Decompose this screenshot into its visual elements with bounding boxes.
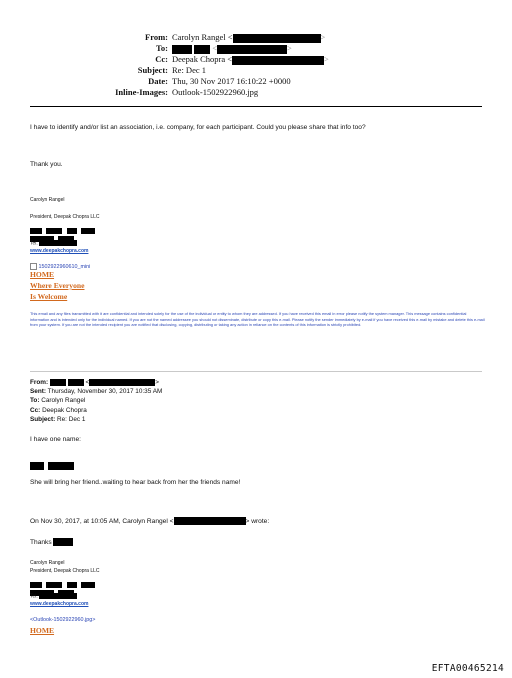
signature-name: Carolyn Rangel (30, 197, 65, 203)
disclaimer: This email and any files transmitted with it are confidential and intended solely for the use of the individual or entity to whom they are addressed. If you have received this email in error please notify the system manager. This message contains confidential information and is intended only for the individual named. If you are not the named addressee you should not disseminate, distribute or copy this e-mail. Please notify the sender immediately by e-mail if you have received this e-mail by mistake and delete this e-mail from your system. If you are not the intended recipient you are notified that disclosing, copying, distributing or taking any action in reliance on the contents of this information is strictly prohibited. (30, 311, 485, 328)
tel-line: Tel: (30, 240, 77, 246)
header-divider (30, 106, 482, 107)
from-label: From: (145, 32, 168, 42)
bates-number: EFTA00465214 (431, 663, 504, 674)
redaction (172, 45, 192, 54)
forwarded-cc: Cc: Deepak Chopra (30, 406, 87, 414)
signature-title: President, Deepak Chopra LLC (30, 214, 100, 220)
forwarded-subject: Subject: Re: Dec 1 (30, 415, 86, 423)
redaction (48, 462, 74, 470)
redaction (217, 45, 287, 54)
email-header (0, 30, 512, 102)
image-reference: <Outlook-1502922960.jpg> (30, 617, 96, 623)
date-label: Date: (148, 76, 168, 86)
signature-title: President, Deepak Chopra LLC (30, 568, 100, 574)
redaction (174, 517, 246, 525)
cc-label: Cc: (155, 54, 168, 64)
image-icon (30, 263, 37, 270)
from-value: Carolyn Rangel < > (172, 32, 326, 42)
website-link[interactable]: www.deepakchopra.com (30, 601, 89, 607)
redaction (68, 379, 84, 386)
date-value: Thu, 30 Nov 2017 16:10:22 +0000 (172, 76, 291, 86)
redaction (50, 379, 66, 386)
message-line: I have one name: (30, 436, 81, 443)
subject-label: Subject: (137, 65, 168, 75)
where-everyone-link[interactable]: Where Everyone (30, 281, 85, 290)
redaction (30, 462, 44, 470)
inline-images-value: Outlook-1502922960.jpg (172, 87, 259, 97)
website-link[interactable]: www.deepakchopra.com (30, 248, 89, 254)
thanks-text: Thank you. (30, 161, 63, 168)
redaction (39, 240, 77, 246)
forwarded-header (30, 378, 162, 424)
redaction (53, 538, 73, 546)
message-body: I have to identify and/or list an association, i.e. company, for each participant. Could you please share that info too? (30, 124, 366, 131)
redaction (81, 582, 95, 588)
redaction (81, 228, 95, 234)
redaction (39, 593, 77, 599)
subject-value: Re: Dec 1 (172, 65, 206, 75)
thanks-line: Thanks (30, 538, 73, 546)
redaction (232, 56, 324, 65)
home-link[interactable]: HOME (30, 270, 55, 279)
to-label: To: (156, 43, 168, 53)
redaction (89, 379, 155, 386)
forwarded-sent: Sent: Thursday, November 30, 2017 10:35 AM (30, 388, 163, 396)
quote-attribution: On Nov 30, 2017, at 10:05 AM, Carolyn Rangel < > wrote: (30, 517, 270, 525)
message-line: She will bring her friend..waiting to hear back from her the friends name! (30, 479, 241, 486)
broken-image: 1502922960610_mini (30, 263, 90, 270)
redaction (194, 45, 210, 54)
cc-value: Deepak Chopra < > (172, 54, 329, 64)
forwarded-from: From: < > (30, 379, 159, 386)
redacted-address (30, 222, 95, 238)
signature-name: Carolyn Rangel (30, 560, 65, 566)
redaction (233, 34, 321, 43)
home-link[interactable]: HOME (30, 626, 55, 635)
redacted-address (30, 576, 95, 592)
redacted-name (30, 457, 74, 475)
inline-images-label: Inline-Images: (115, 87, 168, 97)
tel-line: Tel: (30, 593, 77, 599)
message-divider (30, 371, 482, 372)
is-welcome-link[interactable]: Is Welcome (30, 292, 68, 301)
forwarded-to: To: Carolyn Rangel (30, 397, 86, 405)
to-value: < > (172, 43, 292, 54)
